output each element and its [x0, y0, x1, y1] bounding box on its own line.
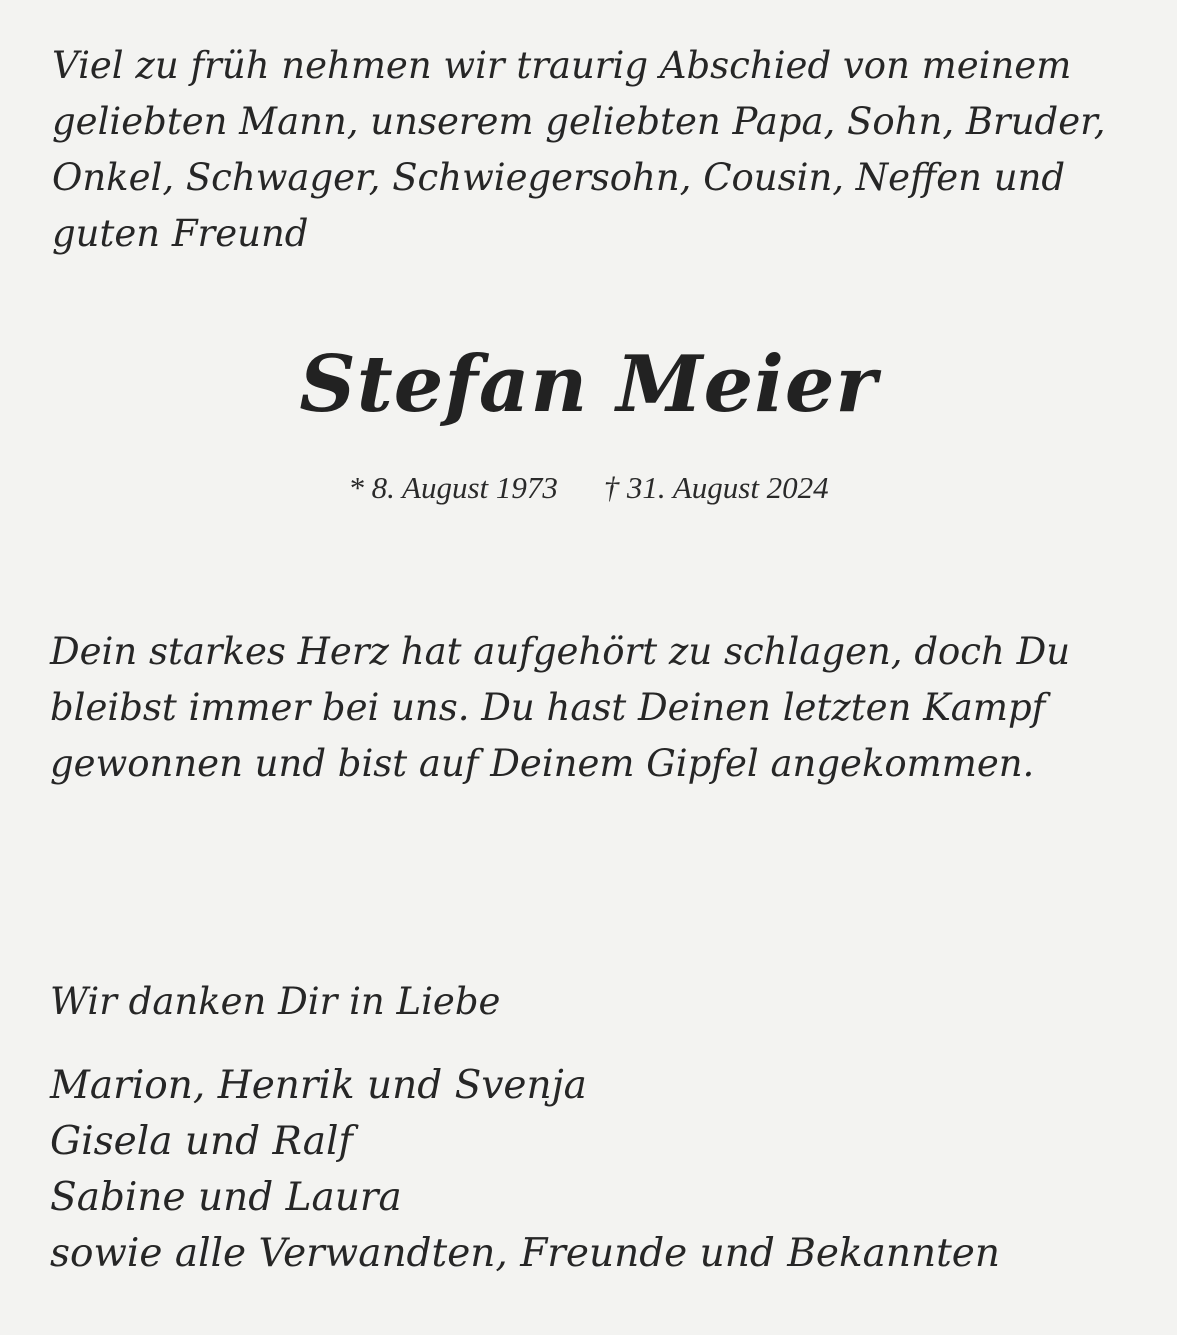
intro-line: Onkel, Schwager, Schwiegersohn, Cousin, Neffen und: [52, 156, 1066, 199]
signer-line: Gisela und Ralf: [50, 1119, 353, 1164]
birth-date: * 8. August 1973: [348, 470, 558, 505]
intro-line: geliebten Mann, unserem geliebten Papa, Sohn, Bruder,: [52, 100, 1106, 143]
signer-line: Marion, Henrik und Svenja: [50, 1063, 587, 1108]
life-dates: [0, 468, 1177, 508]
verse-line: Dein starkes Herz hat aufgehört zu schlagen, doch Du: [50, 630, 1071, 673]
intro-line: Viel zu früh nehmen wir traurig Abschied von meinem: [52, 44, 1072, 87]
death-date: † 31. August 2024: [603, 470, 829, 505]
thanks-line: Wir danken Dir in Liebe: [50, 980, 501, 1023]
intro-text: [52, 38, 1132, 262]
verse-text: [50, 624, 1125, 792]
intro-line: guten Freund: [52, 212, 309, 255]
verse-line: bleibst immer bei uns. Du hast Deinen letzten Kampf: [50, 686, 1046, 729]
verse-line: gewonnen und bist auf Deinem Gipfel angekommen.: [50, 742, 1035, 785]
signers-list: [50, 1058, 1150, 1282]
signer-line: sowie alle Verwandten, Freunde und Bekannten: [50, 1231, 1000, 1276]
signer-line: Sabine und Laura: [50, 1175, 402, 1220]
deceased-name: Stefan Meier: [299, 339, 878, 430]
